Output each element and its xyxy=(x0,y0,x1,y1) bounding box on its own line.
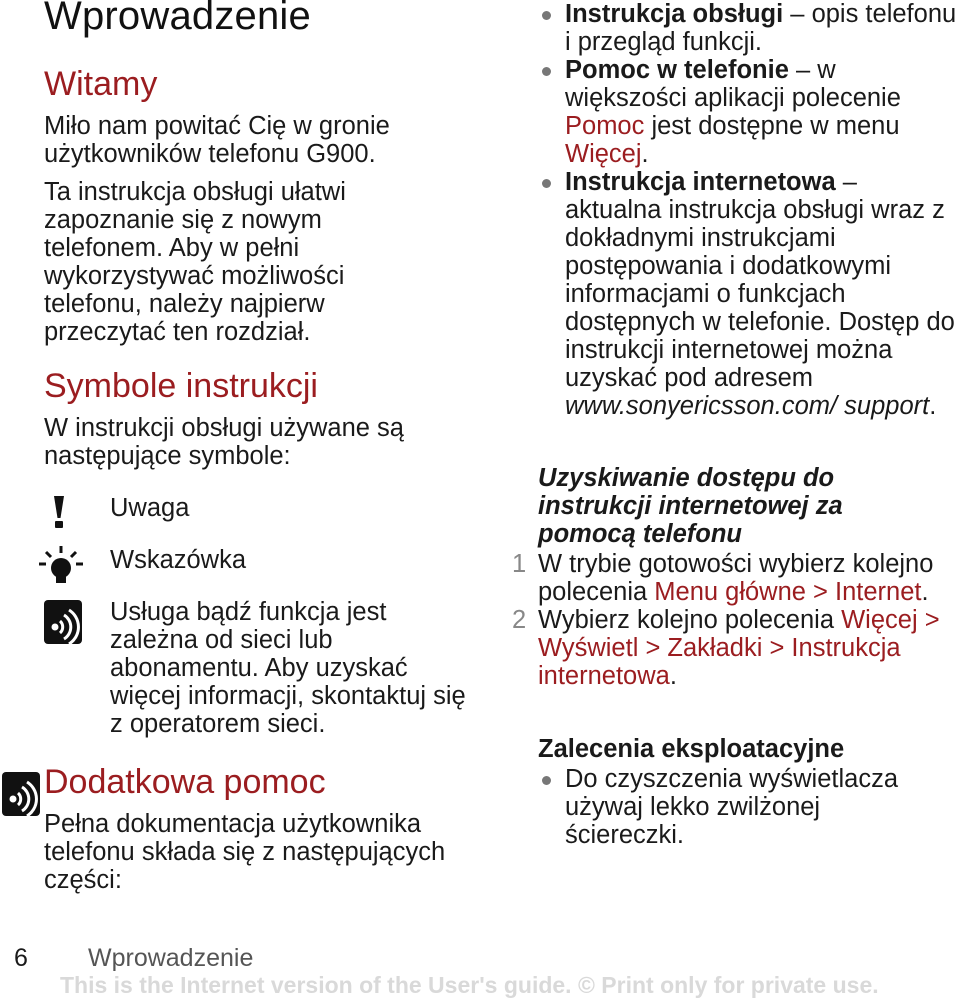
bullet-text: . xyxy=(929,392,937,420)
network-service-icon xyxy=(44,600,82,644)
bullet-text: – opis telefonu i przegląd funkcji. xyxy=(565,0,957,56)
bullet-text: – aktualna instrukcja obsługi wraz z dokładnymi instrukcjami postępowania i dodatkowymi informacjami o funkcjach dostępnych w telefonie. Dostęp do instrukcji internetowej można uzyskać pod adresem xyxy=(565,168,955,392)
list-item xyxy=(538,56,958,168)
care-heading: Zalecenia eksploatacyjne xyxy=(538,735,845,763)
footer-section-title: Wprowadzenie xyxy=(88,944,254,972)
menu-path: Menu główne > Internet xyxy=(654,578,922,606)
welcome-paragraph-1: Miło nam powitać Cię w gronie użytkowników telefonu G900. xyxy=(44,112,390,168)
step-number: 1 xyxy=(512,550,527,578)
watermark: This is the Internet version of the User's guide. © Print only for private use. xyxy=(60,972,879,998)
step-item xyxy=(512,606,958,690)
menu-path: Więcej > Wyświetl > Zakładki > Instrukcja internetowa xyxy=(538,606,940,690)
list-item xyxy=(538,765,938,849)
step-item xyxy=(512,550,958,606)
list-item xyxy=(538,168,958,420)
symbol-warning-label: Uwaga xyxy=(110,494,190,522)
bullet-text: . xyxy=(641,140,649,168)
lightbulb-icon xyxy=(36,546,86,586)
care-text: Do czyszczenia wyświetlacza używaj lekko zwilżonej ściereczki. xyxy=(565,765,899,849)
menu-ref-pomoc: Pomoc xyxy=(565,112,645,140)
symbol-tip-label: Wskazówka xyxy=(110,546,247,574)
bullet-bold: Instrukcja obsługi xyxy=(565,0,784,28)
help-intro: Pełna dokumentacja użytkownika telefonu składa się z następujących części: xyxy=(44,810,446,894)
bullet-text: – w większości aplikacji polecenie xyxy=(565,56,901,112)
access-heading: Uzyskiwanie dostępu do instrukcji internetowej za pomocą telefonu xyxy=(538,464,843,548)
menu-ref-wiecej: Więcej xyxy=(565,140,642,168)
help-heading: Dodatkowa pomoc xyxy=(44,763,326,801)
symbol-row-tip xyxy=(44,546,490,586)
step-text: W trybie gotowości wybierz kolejno polecenia xyxy=(538,550,934,606)
bullet-bold: Pomoc w telefonie xyxy=(565,56,789,84)
exclamation-icon xyxy=(44,494,74,530)
bullet-bold: Instrukcja internetowa xyxy=(565,168,836,196)
step-text: Wybierz kolejno polecenia xyxy=(538,606,842,634)
step-end: . xyxy=(921,578,929,606)
list-item xyxy=(538,0,958,56)
step-end: . xyxy=(669,662,677,690)
symbols-intro: W instrukcji obsługi używane są następujące symbole: xyxy=(44,414,404,470)
step-number: 2 xyxy=(512,606,527,634)
support-url: www.sonyericsson.com/ support xyxy=(565,392,930,420)
welcome-paragraph-2: Ta instrukcja obsługi ułatwi zapoznanie się z nowym telefonem. Aby w pełni wykorzystywać możliwości telefonu, należy najpierw przeczytać ten rozdział. xyxy=(44,178,346,346)
welcome-heading: Witamy xyxy=(44,65,158,103)
symbol-row-network xyxy=(44,598,480,738)
steps-list xyxy=(512,550,958,690)
page-number: 6 xyxy=(14,944,28,972)
symbol-network-label: Usługa bądź funkcja jest zależna od sieci lub abonamentu. Aby uzyskać więcej informacji, skontaktuj się z operatorem sieci. xyxy=(110,598,466,738)
network-service-icon-margin xyxy=(2,772,40,816)
symbol-row-warning xyxy=(44,494,490,530)
symbols-heading: Symbole instrukcji xyxy=(44,367,318,405)
page-title: Wprowadzenie xyxy=(44,0,311,38)
care-list xyxy=(538,765,938,849)
bullet-text: jest dostępne w menu xyxy=(644,112,900,140)
help-parts-list xyxy=(538,0,958,420)
